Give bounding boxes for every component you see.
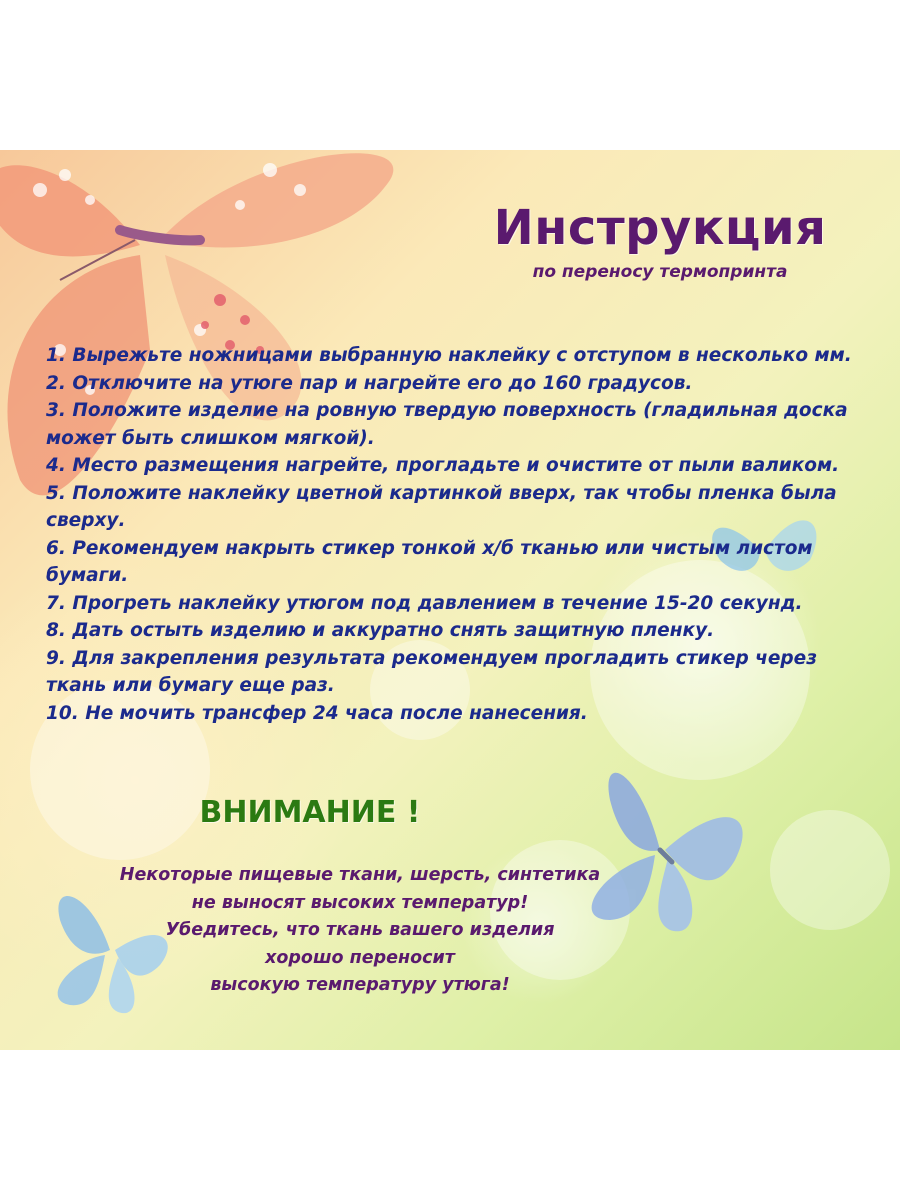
warning-line: Некоторые пищевые ткани, шерсть, синтетика [119,865,601,885]
warning-line: Убедитесь, что ткань вашего изделия [165,920,555,940]
page-title: Инструкция [493,200,827,256]
instruction-step: 1. Вырежьте ножницами выбранную наклейку с отступом в несколько мм. [46,345,852,366]
warning-text [60,862,660,1000]
instruction-step: 8. Дать остыть изделию и аккуратно снять защитную пленку. [46,620,715,641]
warning-title: ВНИМАНИЕ ! [199,795,421,830]
instruction-step: 3. Положите изделие на ровную твердую поверхность (гладильная доска может быть слишком мягкой). [46,400,848,449]
warning-line: высокую температуру утюга! [210,975,510,995]
warning-line: не выносят высоких температур! [191,892,529,913]
instruction-step: 10. Не мочить трансфер 24 часа после нанесения. [46,702,588,724]
warning-line: хорошо переносит [265,947,455,968]
instruction-step: 6. Рекомендуем накрыть стикер тонкой х/б тканью или чистым листом бумаги. [46,537,813,586]
instruction-step: 9. Для закрепления результата рекомендуем прогладить стикер через ткань или бумагу еще раз. [46,647,817,696]
instruction-step: 4. Место размещения нагрейте, прогладьте и очистите от пыли валиком. [46,455,840,476]
instruction-steps [46,342,866,727]
instruction-step: 2. Отключите на утюге пар и нагрейте его до 160 градусов. [46,372,693,394]
instruction-step: 7. Прогреть наклейку утюгом под давлением в течение 15-20 секунд. [46,592,803,614]
page-subtitle: по переносу термопринта [532,262,788,282]
instruction-step: 5. Положите наклейку цветной картинкой вверх, так чтобы пленка была сверху. [46,482,837,531]
instruction-card [0,150,900,1050]
